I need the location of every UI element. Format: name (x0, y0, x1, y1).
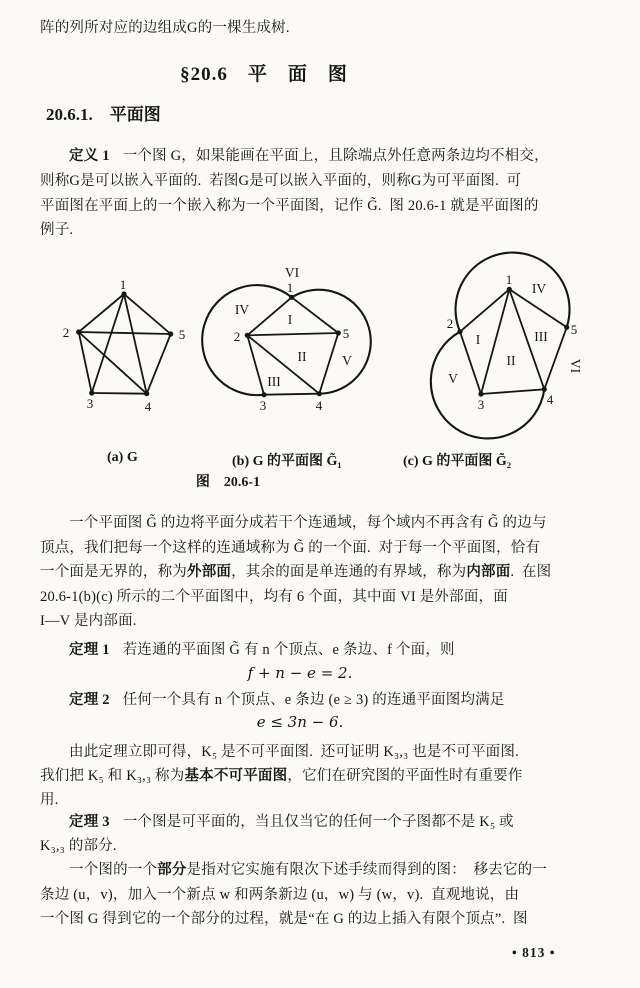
part-para-part-term: 部分 (157, 862, 187, 878)
graph-b-vertex-5: 5 (342, 326, 350, 341)
graph-b-face-VI: VI (284, 265, 300, 280)
part-para-line-1 (69, 860, 606, 880)
graph-c-face-V: V (448, 371, 458, 386)
top-text-line: 阵的列所对应的边组成G的一棵生成树. (40, 20, 290, 36)
theorem-2-label: 定理 2 (69, 692, 110, 708)
graph-b-face-II: II (297, 349, 307, 364)
graph-c-vertex-1: 1 (505, 272, 513, 287)
definition-1-line-4: 例子. (40, 222, 74, 238)
caption-b: (b) G 的平面图 G̃₁ (232, 454, 342, 469)
graph-c (431, 253, 583, 439)
definition-1-line-1 (69, 146, 606, 166)
graph-c-vertex-2: 2 (446, 316, 454, 331)
part-para-line-3: 一个图 G 得到它的一个部分的过程，就是“在 G 的边上插入有限个顶点”. 图 (40, 911, 528, 927)
graph-a-vertex-5: 5 (178, 327, 186, 342)
theorem-1-text: 若连通的平面图 G̃ 有 n 个顶点、e 条边、f 个面，则 (122, 642, 455, 658)
edge-bound-formula: e ≤ 3n − 6. (256, 713, 344, 731)
faces-para-l3-text1: 一个面是无界的，称为 (40, 564, 187, 580)
graph-c-face-II: II (506, 353, 516, 368)
graph-b-face-III: III (267, 374, 281, 389)
graph-b-face-V: V (342, 353, 352, 368)
graph-b-face-IV: IV (234, 302, 250, 317)
theorem-2-line (69, 690, 606, 710)
theorem-1-line (69, 640, 606, 660)
figure-caption: 图 20.6-1 (195, 475, 261, 490)
graph-b-vertex-3: 3 (259, 398, 267, 413)
graph-c-vertex-5: 5 (570, 322, 578, 337)
faces-para-line-4: 20.6-1(b)(c) 所示的二个平面图中，均有 6 个面，其中面 VI 是外部面，面 (40, 589, 508, 605)
definition-1-label: 定义 1 (69, 148, 110, 164)
theorem-3-label: 定理 3 (69, 814, 110, 830)
caption-a: (a) G (107, 450, 138, 465)
theorem-2-text: 任何一个具有 n 个顶点、e 条边 (e ≥ 3) 的连通平面图均满足 (122, 692, 505, 708)
part-para-l1-text2: 是指对它实施有限次下述手续而得到的图： 移去它的一 (186, 862, 548, 878)
faces-para-l3-text3: . 在图 (510, 564, 552, 580)
graph-a (63, 277, 186, 414)
caption-c: (c) G 的平面图 G̃₂ (403, 454, 512, 469)
graph-b-vertex-2: 2 (233, 329, 241, 344)
part-para-line-2: 条边 (u，v)，加入一个新点 w 和两条新边 (u，w) 与 (w，v). 直观地说，由 (40, 887, 520, 903)
graph-a-vertex-4: 4 (144, 399, 152, 414)
graph-a-vertex-2: 2 (62, 325, 70, 340)
theorem-3-text: 一个图是可平面的，当且仅当它的任何一个子图都不是 K₅ 或 (122, 814, 514, 830)
faces-para-line-5: I—V 是内部面. (40, 613, 137, 629)
faces-para-line-3 (40, 562, 606, 582)
k5-para-l2-text1: 我们把 K₅ 和 K₃,₃ 称为 (40, 768, 185, 784)
graph-c-face-VI: VI (568, 358, 583, 374)
faces-para-line-1: 一个平面图 G̃ 的边将平面分成若干个连通域，每个域内不再含有 G̃ 的边与 (69, 515, 547, 531)
definition-1-line-3: 平面图在平面上的一个嵌入称为一个平面图，记作 G̃. 图 20.6-1 就是平面图的 (40, 198, 539, 214)
graph-b-face-I: I (287, 312, 293, 327)
faces-para-l3-text2: ，其余的面是单连通的有界域，称为 (231, 564, 467, 580)
graph-c-face-I: I (475, 332, 481, 347)
definition-1-text: 一个图 G，如果能画在平面上，且除端点外任意两条边均不相交， (122, 148, 549, 164)
graph-c-vertex-3: 3 (477, 397, 485, 412)
definition-1-line-2: 则称G是可以嵌入平面的. 若图G是可以嵌入平面的，则称G为可平面图. 可 (40, 173, 522, 189)
k5-para-line-1: 由此定理立即可得，K₅ 是不可平面图. 还可证明 K₃,₃ 也是不可平面图. (69, 744, 519, 760)
page-number: • 813 • (512, 945, 556, 960)
k5-para-line-2 (40, 766, 606, 786)
graph-b-vertex-1: 1 (286, 280, 294, 295)
theorem-3-line-2: K₃,₃ 的部分. (40, 838, 117, 854)
graph-a-vertex-3: 3 (86, 396, 94, 411)
graph-c-face-III: III (534, 329, 548, 344)
faces-para-line-2: 顶点，我们把每一个这样的连通域称为 G̃ 的一个面. 对于每一个平面图，恰有 (40, 540, 541, 556)
part-para-l1-text1: 一个图的一个 (69, 862, 158, 878)
figure-20-6-1-graphs (40, 250, 600, 450)
theorem-3-line-1 (69, 812, 606, 832)
graph-a-vertex-1: 1 (119, 277, 127, 292)
theorem-1-label: 定理 1 (69, 642, 110, 658)
k5-para-basic-nonplanar-term: 基本不可平面图 (184, 768, 288, 784)
graph-b-vertex-4: 4 (315, 398, 323, 413)
graph-c-vertex-4: 4 (546, 392, 554, 407)
euler-formula: f + n − e = 2. (247, 664, 353, 682)
k5-para-line-3: 用. (40, 792, 59, 808)
k5-para-l2-text2: ，它们在研究图的平面性时有重要作 (287, 768, 523, 784)
graph-b (202, 265, 371, 413)
subsection-heading: 20.6.1. 平面图 (46, 105, 161, 124)
faces-para-outer-face-term: 外部面 (187, 564, 232, 580)
graph-c-face-IV: IV (531, 281, 547, 296)
section-heading: §20.6 平 面 图 (180, 64, 348, 85)
faces-para-inner-face-term: 内部面 (466, 564, 511, 580)
